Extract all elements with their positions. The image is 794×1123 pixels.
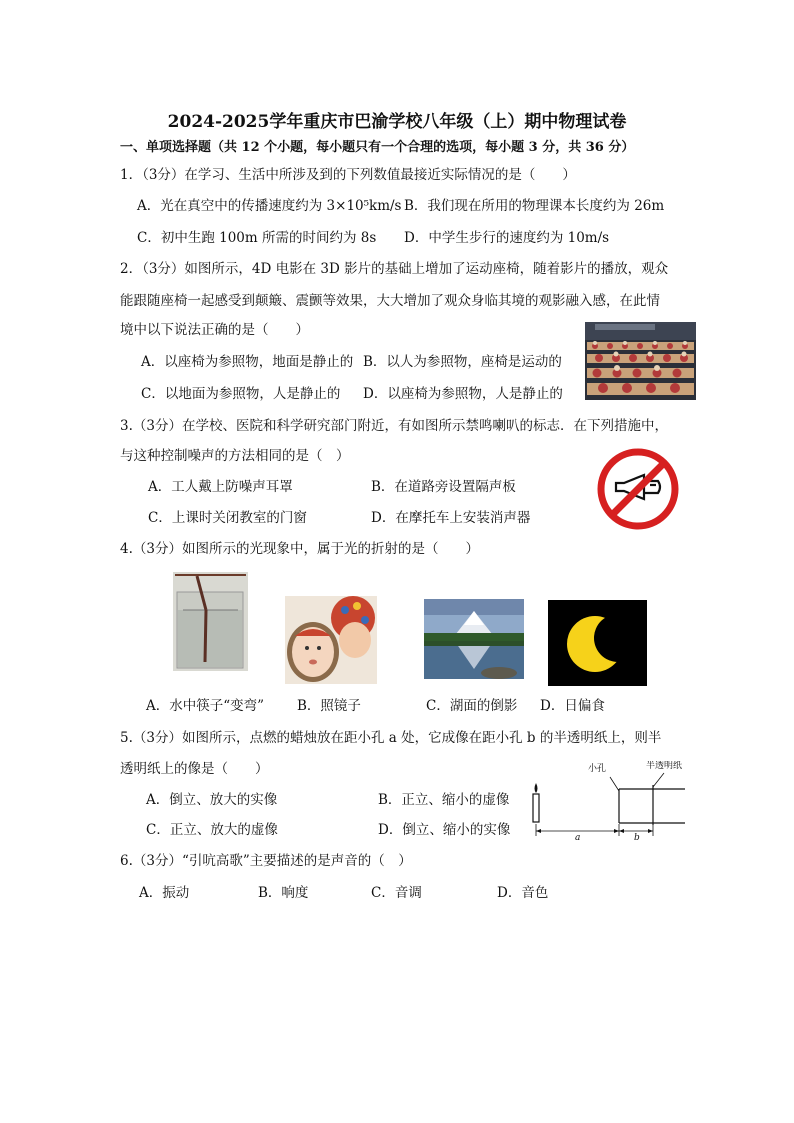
- question-6-option-c: C．音调: [371, 885, 422, 901]
- question-1-stem: 1．（3分）在学习、生活中所涉及到的下列数值最接近实际情况的是（ ）: [120, 167, 576, 183]
- question-2-option-b: B．以人为参照物，座椅是运动的: [363, 354, 562, 370]
- question-5-stem-line1: 5.（3分）如图所示，点燃的蜡烛放在距小孔 a 处，它成像在距小孔 b 的半透明纸上，则半: [120, 730, 662, 746]
- question-1-option-b: B．我们现在所用的物理课本长度约为 26m: [404, 198, 665, 214]
- distance-b-label: b: [634, 833, 640, 843]
- page-title: 2024-2025学年重庆市巴渝学校八年级（上）期中物理试卷: [167, 112, 627, 132]
- question-4-option-c: C．湖面的倒影: [426, 698, 518, 714]
- question-6-option-d: D．音色: [497, 885, 549, 901]
- question-4-stem: 4.（3分）如图所示的光现象中，属于光的折射的是（ ）: [120, 541, 479, 557]
- chopstick-in-water-image: [173, 572, 248, 671]
- question-3-stem-line1: 3.（3分）在学校、医院和科学研究部门附近，有如图所示禁鸣喇叭的标志．在下列措施中，: [120, 418, 668, 434]
- section-heading: 一、单项选择题（共 12 个小题，每小题只有一个合理的选项，每小题 3 分，共 36 分）: [120, 140, 635, 155]
- question-2-stem-line1: 2．（3分）如图所示，4D 电影在 3D 影片的基础上增加了运动座椅，随着影片的播放，观众: [120, 261, 669, 277]
- question-3-option-c: C．上课时关闭教室的门窗: [148, 510, 307, 526]
- question-1-option-a: A．光在真空中的传播速度约为 3×10⁵km/s: [137, 198, 402, 214]
- mirror-face-image: [285, 596, 377, 684]
- question-2-option-c: C．以地面为参照物，人是静止的: [141, 386, 341, 402]
- no-horn-sign-icon: [594, 447, 682, 531]
- question-5-option-a: A．倒立、放大的实像: [146, 792, 278, 808]
- lake-reflection-image: [424, 599, 524, 679]
- partial-solar-eclipse-image: [548, 600, 647, 686]
- distance-a-label: a: [575, 833, 581, 843]
- question-6-option-b: B．响度: [258, 885, 309, 901]
- cinema-seats-image: [585, 322, 696, 400]
- question-5-option-d: D．倒立、缩小的实像: [378, 822, 511, 838]
- question-2-option-d: D．以座椅为参照物，人是静止的: [363, 386, 563, 402]
- question-5-stem-line2: 透明纸上的像是（ ）: [120, 761, 269, 777]
- question-4-option-a: A．水中筷子“变弯”: [146, 698, 265, 714]
- question-4-option-d: D．日偏食: [540, 698, 605, 714]
- question-5-option-b: B．正立、缩小的虚像: [378, 792, 510, 808]
- question-2-stem-line2: 能跟随座椅一起感受到颠簸、震颤等效果，大大增加了观众身临其境的观影融入感，在此情: [120, 293, 660, 309]
- question-3-option-a: A．工人戴上防噪声耳罩: [148, 479, 293, 495]
- question-3-option-d: D．在摩托车上安装消声器: [371, 510, 531, 526]
- question-4-option-b: B．照镜子: [297, 698, 361, 714]
- question-2-option-a: A．以座椅为参照物，地面是静止的: [141, 354, 354, 370]
- pinhole-label: 小孔: [588, 764, 607, 774]
- question-5-option-c: C．正立、放大的虚像: [146, 822, 278, 838]
- translucent-paper-label: 半透明纸: [646, 761, 683, 771]
- question-3-stem-line2: 与这种控制噪声的方法相同的是（ ）: [120, 448, 350, 464]
- pinhole-diagram: [528, 761, 688, 845]
- question-1-option-c: C．初中生跑 100m 所需的时间约为 8s: [137, 230, 377, 246]
- question-6-option-a: A．振动: [139, 885, 190, 901]
- question-6-stem: 6.（3分）“引吭高歌”主要描述的是声音的（ ）: [120, 853, 412, 869]
- question-1-option-d: D．中学生步行的速度约为 10m/s: [404, 230, 610, 246]
- question-3-option-b: B．在道路旁设置隔声板: [371, 479, 516, 495]
- question-2-stem-line3: 境中以下说法正确的是（ ）: [120, 322, 309, 338]
